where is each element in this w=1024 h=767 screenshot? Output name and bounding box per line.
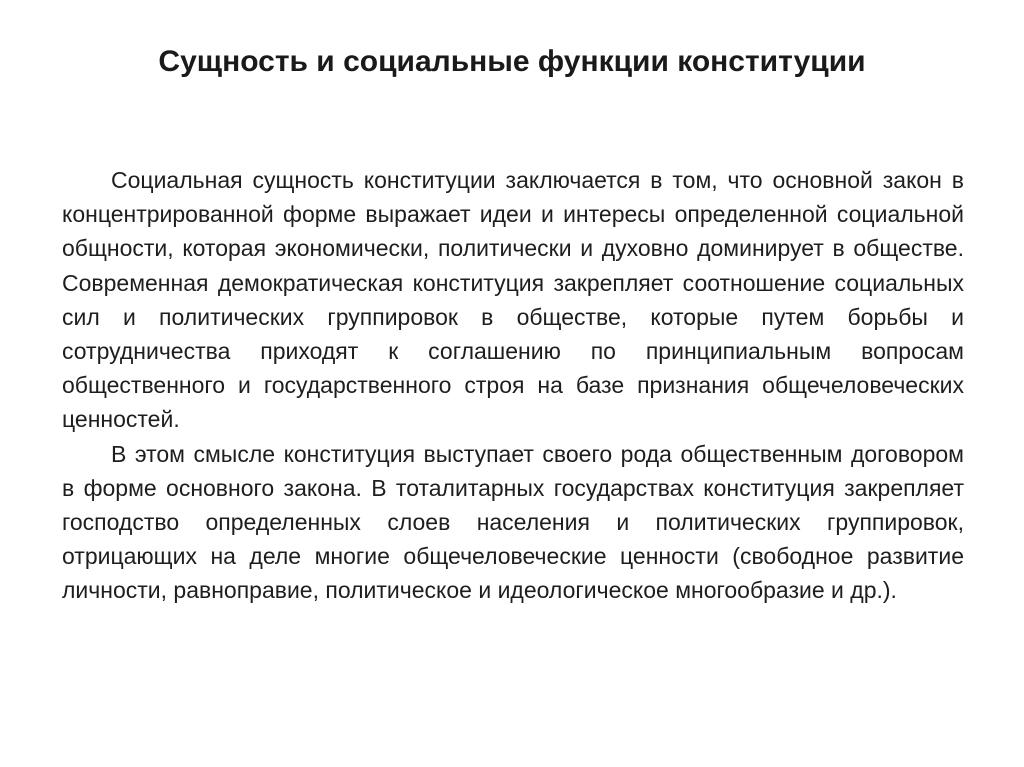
slide-body	[62, 163, 964, 608]
paragraph-2: В этом смысле конституция выступает своего рода общественным договором в форме основного закона. В тоталитарных государствах конституция закрепляет господство определенных слоев населения и политических группировок, отрицающих на деле многие общечеловеческие ценности (свободное развитие личности, равноправие, политическое и идеологическое многообразие и др.).	[62, 440, 964, 604]
slide-title: Сущность и социальные функции конституции	[158, 45, 866, 78]
paragraph-1: Социальная сущность конституции заключается в том, что основной закон в концентрированной форме выражает идеи и интересы определенной социальной общности, которая экономически, политически и духовно доминирует в обществе. Современная демократическая конституция закрепляет соотношение социальных сил и политических группировок в обществе, которые путем борьбы и сотрудничества приходят к соглашению по принципиальным вопросам общественного и государственного строя на базе признания общечеловеческих ценностей.	[62, 167, 964, 433]
